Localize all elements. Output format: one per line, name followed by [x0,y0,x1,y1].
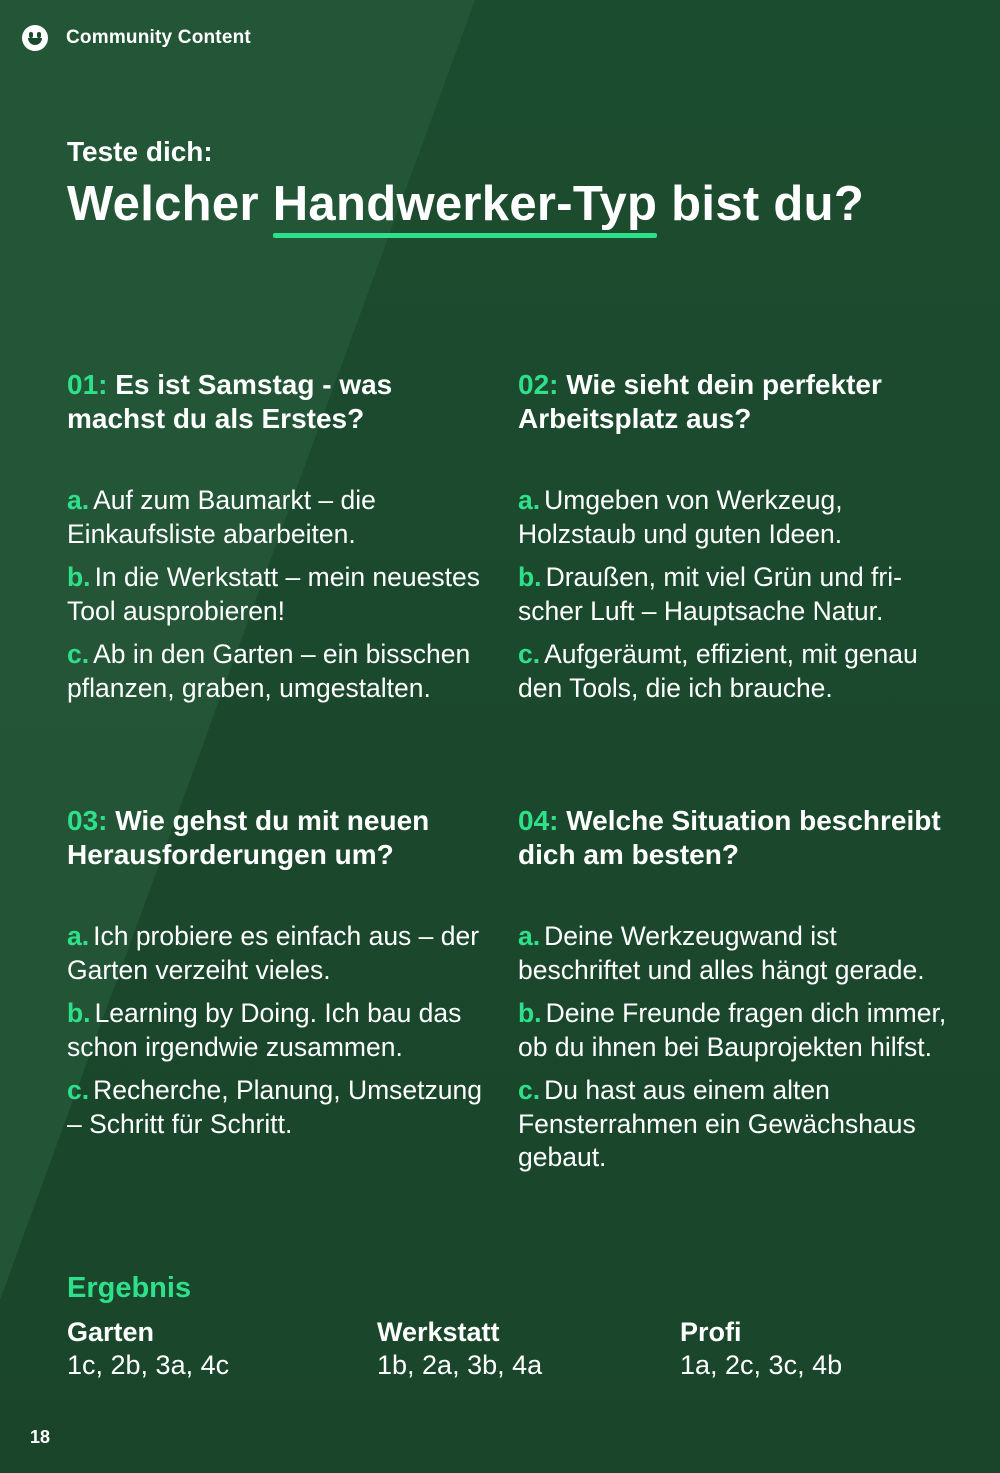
answer-option-a [67,920,487,987]
option-text: Learning by Doing. Ich bau das schon irgendwie zusammen. [67,998,462,1062]
headline-after: bist du? [657,177,865,231]
option-text: Umgeben von Werkzeug, Holzstaub und guten Ideen. [518,485,843,549]
option-text: Auf zum Baumarkt – die Einkaufsliste abarbeiten. [67,485,376,549]
answer-option-b [67,997,487,1064]
headline-highlight: Handwerker-Typ [272,177,658,231]
result-type-combo: 1b, 2a, 3b, 4a [377,1350,543,1380]
question-number: 04: [518,805,559,836]
option-letter: a. [67,485,90,515]
result-type-garten [67,1316,229,1382]
result-type-name: Garten [67,1317,155,1347]
option-letter: b. [67,998,91,1028]
option-text: Ich probiere es einfach aus – der Garten verzeiht vieles. [67,921,480,985]
result-type-name: Profi [680,1317,742,1347]
smiley-icon [22,25,48,51]
result-type-profi [680,1316,842,1382]
page-number: 18 [30,1427,51,1447]
answer-option-c [67,638,487,705]
question-title [518,368,938,436]
result-type-combo: 1c, 2b, 3a, 4c [67,1350,230,1380]
result-title: Ergebnis [67,1272,192,1304]
question-2 [518,368,938,715]
option-letter: c. [67,1075,90,1105]
question-4 [518,804,958,1185]
question-title [67,804,487,872]
result-type-werkstatt [377,1316,542,1382]
option-text: Ab in den Garten – ein bisschen pflanzen, graben, umgestalten. [67,639,471,703]
option-text: Aufgeräumt, effizient, mit genau den Tools, die ich brauche. [518,639,918,703]
option-letter: c. [518,639,541,669]
question-number: 03: [67,805,108,836]
option-letter: c. [67,639,90,669]
answer-option-b [518,997,958,1064]
answer-option-a [67,484,487,551]
option-text: Draußen, mit viel Grün und frischer Luft – Hauptsache Natur. [518,562,902,626]
option-letter: a. [67,921,90,951]
question-text: Welche Situation beschreibt dich am besten? [518,805,941,870]
option-letter: b. [67,562,91,592]
option-text: Deine Freunde fragen dich immer, ob du ihnen bei Bauprojekten hilfst. [518,998,947,1062]
headline-before: Welcher [67,177,273,231]
question-text: Wie sieht dein perfekter Arbeitsplatz aus? [518,369,882,434]
answer-option-b [518,561,938,628]
option-letter: b. [518,562,542,592]
answer-option-c [518,1074,958,1175]
section-label: Community Content [66,27,251,48]
question-1 [67,368,487,715]
answer-option-c [67,1074,487,1141]
result-type-name: Werkstatt [377,1317,500,1347]
kicker: Teste dich: [67,136,213,167]
option-letter: a. [518,485,541,515]
section-header [22,24,251,52]
page-title [67,176,864,232]
option-letter: c. [518,1075,541,1105]
question-title [518,804,958,872]
option-letter: a. [518,921,541,951]
question-text: Es ist Samstag - was machst du als Erstes? [67,369,393,434]
question-3 [67,804,487,1151]
option-letter: b. [518,998,542,1028]
result-type-combo: 1a, 2c, 3c, 4b [680,1350,843,1380]
question-number: 02: [518,369,559,400]
question-text: Wie gehst du mit neuen Herausforderungen um? [67,805,430,870]
option-text: Recherche, Planung, Umsetzung – Schritt für Schritt. [67,1075,482,1139]
option-text: In die Werkstatt – mein neuestes Tool ausprobieren! [67,562,480,626]
answer-option-a [518,920,958,987]
question-title [67,368,487,436]
option-text: Deine Werkzeugwand ist beschriftet und alles hängt gerade. [518,921,925,985]
answer-option-b [67,561,487,628]
question-number: 01: [67,369,108,400]
option-text: Du hast aus einem alten Fensterrahmen ein Gewächshaus gebaut. [518,1075,916,1172]
answer-option-c [518,638,938,705]
answer-option-a [518,484,938,551]
